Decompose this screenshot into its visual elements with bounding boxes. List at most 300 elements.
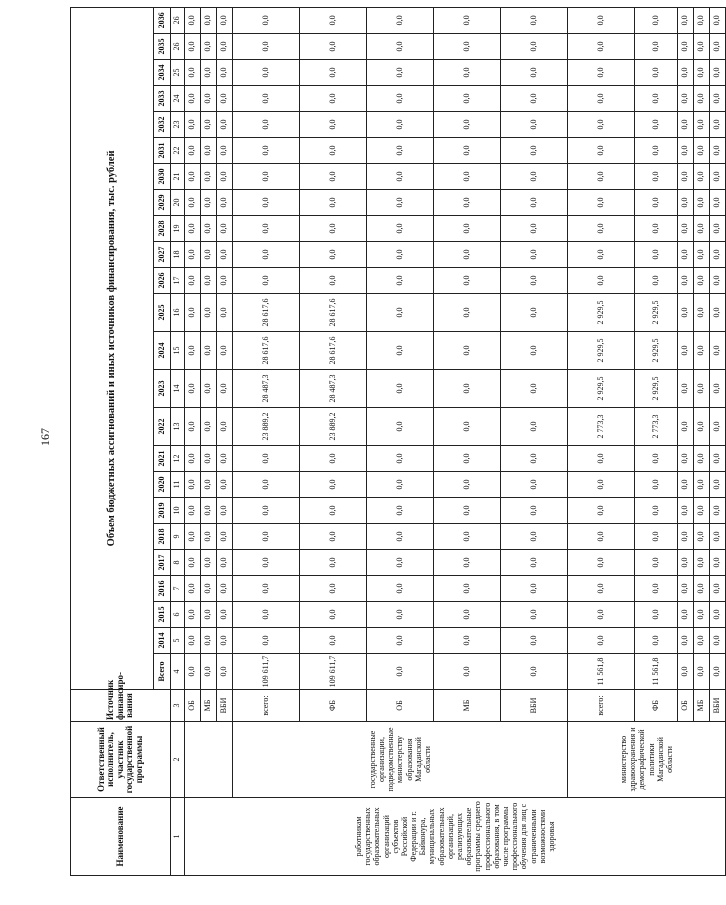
value-cell: 0,0	[201, 34, 217, 60]
value-cell: 28 487,3	[233, 370, 300, 408]
page-number: 167	[38, 428, 52, 446]
value-cell: 0,0	[694, 34, 710, 60]
value-cell: 0,0	[678, 370, 694, 408]
total-cell: 0,0	[678, 654, 694, 690]
value-cell: 0,0	[635, 138, 678, 164]
value-cell: 0,0	[367, 216, 434, 242]
total-cell: 0,0	[201, 654, 217, 690]
value-cell: 0,0	[678, 34, 694, 60]
value-cell: 0,0	[434, 498, 501, 524]
value-cell: 0,0	[434, 164, 501, 190]
value-cell: 0,0	[710, 242, 726, 268]
table-row	[185, 7, 201, 875]
value-cell: 0,0	[568, 446, 635, 472]
value-cell: 0,0	[367, 112, 434, 138]
value-cell: 0,0	[434, 370, 501, 408]
value-cell: 0,0	[678, 86, 694, 112]
value-cell: 0,0	[434, 190, 501, 216]
source-cell: ОБ	[678, 690, 694, 722]
value-cell: 0,0	[217, 7, 233, 33]
column-number: 26	[171, 7, 185, 33]
value-cell: 0,0	[201, 472, 217, 498]
value-cell: 0,0	[501, 86, 568, 112]
total-cell: 0,0	[694, 654, 710, 690]
value-cell: 0,0	[635, 60, 678, 86]
value-cell: 2 773,3	[568, 408, 635, 446]
column-number: 7	[171, 576, 185, 602]
value-cell: 0,0	[300, 498, 367, 524]
value-cell: 0,0	[694, 446, 710, 472]
value-cell: 0,0	[367, 86, 434, 112]
value-cell: 0,0	[300, 190, 367, 216]
value-cell: 0,0	[217, 164, 233, 190]
value-cell: 0,0	[300, 268, 367, 294]
total-cell: 0,0	[217, 654, 233, 690]
value-cell: 0,0	[694, 216, 710, 242]
column-number: 19	[171, 216, 185, 242]
value-cell: 0,0	[568, 602, 635, 628]
value-cell: 0,0	[233, 472, 300, 498]
source-cell: ФБ	[300, 690, 367, 722]
year-header: 2033	[154, 86, 171, 112]
year-header: 2027	[154, 242, 171, 268]
year-header: 2022	[154, 408, 171, 446]
value-cell: 0,0	[501, 7, 568, 33]
value-cell: 0,0	[233, 164, 300, 190]
value-cell: 0,0	[185, 190, 201, 216]
value-cell: 0,0	[694, 332, 710, 370]
value-cell: 28 617,6	[233, 294, 300, 332]
value-cell: 0,0	[635, 446, 678, 472]
value-cell: 0,0	[710, 112, 726, 138]
header-executor: Ответственный исполнитель, участник государственной программы	[71, 722, 171, 798]
value-cell: 0,0	[217, 524, 233, 550]
total-cell: 109 611,7	[233, 654, 300, 690]
table-row	[568, 7, 635, 875]
value-cell: 0,0	[678, 628, 694, 654]
value-cell: 0,0	[185, 628, 201, 654]
value-cell: 0,0	[694, 294, 710, 332]
value-cell: 0,0	[434, 408, 501, 446]
value-cell: 0,0	[710, 34, 726, 60]
value-cell: 0,0	[233, 576, 300, 602]
value-cell: 0,0	[201, 86, 217, 112]
value-cell: 0,0	[185, 138, 201, 164]
year-header: 2031	[154, 138, 171, 164]
value-cell: 0,0	[678, 112, 694, 138]
value-cell: 0,0	[300, 576, 367, 602]
value-cell: 0,0	[367, 370, 434, 408]
source-cell: ФБ	[635, 690, 678, 722]
value-cell: 0,0	[233, 242, 300, 268]
value-cell: 0,0	[300, 7, 367, 33]
column-number: 12	[171, 446, 185, 472]
value-cell: 0,0	[367, 446, 434, 472]
column-number: 20	[171, 190, 185, 216]
value-cell: 0,0	[367, 472, 434, 498]
value-cell: 0,0	[501, 60, 568, 86]
column-number: 1	[171, 798, 185, 876]
year-header: 2015	[154, 602, 171, 628]
source-cell: всего:	[568, 690, 635, 722]
value-cell: 0,0	[185, 86, 201, 112]
source-cell: ОБ	[185, 690, 201, 722]
value-cell: 0,0	[233, 34, 300, 60]
value-cell: 0,0	[217, 190, 233, 216]
value-cell: 0,0	[300, 524, 367, 550]
value-cell: 0,0	[694, 86, 710, 112]
value-cell: 0,0	[501, 216, 568, 242]
value-cell: 2 929,5	[568, 370, 635, 408]
value-cell: 0,0	[434, 332, 501, 370]
year-header: 2014	[154, 628, 171, 654]
value-cell: 0,0	[185, 332, 201, 370]
value-cell: 0,0	[185, 446, 201, 472]
value-cell: 0,0	[367, 498, 434, 524]
value-cell: 0,0	[568, 86, 635, 112]
value-cell: 0,0	[185, 242, 201, 268]
year-header: 2026	[154, 268, 171, 294]
value-cell: 0,0	[300, 34, 367, 60]
total-cell: 0,0	[710, 654, 726, 690]
column-number: 23	[171, 112, 185, 138]
year-header: 2024	[154, 332, 171, 370]
year-header: 2021	[154, 446, 171, 472]
value-cell: 0,0	[678, 216, 694, 242]
value-cell: 0,0	[568, 190, 635, 216]
column-number: 25	[171, 60, 185, 86]
value-cell: 0,0	[217, 498, 233, 524]
value-cell: 0,0	[233, 138, 300, 164]
value-cell: 0,0	[233, 602, 300, 628]
value-cell: 0,0	[367, 60, 434, 86]
value-cell: 0,0	[300, 216, 367, 242]
header-name: Наименование	[71, 798, 171, 876]
value-cell: 0,0	[694, 370, 710, 408]
value-cell: 2 929,5	[568, 332, 635, 370]
value-cell: 0,0	[367, 628, 434, 654]
total-cell: 0,0	[501, 654, 568, 690]
value-cell: 0,0	[201, 524, 217, 550]
value-cell: 0,0	[568, 576, 635, 602]
value-cell: 23 889,2	[300, 408, 367, 446]
financing-table	[70, 7, 726, 876]
value-cell: 0,0	[501, 268, 568, 294]
value-cell: 0,0	[300, 628, 367, 654]
value-cell: 0,0	[434, 576, 501, 602]
value-cell: 0,0	[201, 60, 217, 86]
value-cell: 0,0	[635, 242, 678, 268]
value-cell: 0,0	[568, 138, 635, 164]
year-header: 2019	[154, 498, 171, 524]
value-cell: 0,0	[710, 602, 726, 628]
value-cell: 0,0	[710, 524, 726, 550]
value-cell: 0,0	[367, 268, 434, 294]
value-cell: 0,0	[185, 112, 201, 138]
year-header: 2032	[154, 112, 171, 138]
value-cell: 0,0	[710, 498, 726, 524]
value-cell: 0,0	[694, 408, 710, 446]
value-cell: 0,0	[694, 472, 710, 498]
value-cell: 0,0	[434, 138, 501, 164]
value-cell: 0,0	[635, 7, 678, 33]
year-header: 2018	[154, 524, 171, 550]
value-cell: 0,0	[710, 294, 726, 332]
value-cell: 0,0	[568, 268, 635, 294]
value-cell: 0,0	[694, 498, 710, 524]
value-cell: 0,0	[217, 268, 233, 294]
value-cell: 0,0	[678, 7, 694, 33]
value-cell: 0,0	[710, 628, 726, 654]
value-cell: 0,0	[201, 602, 217, 628]
value-cell: 0,0	[568, 34, 635, 60]
value-cell: 0,0	[501, 408, 568, 446]
value-cell: 0,0	[217, 332, 233, 370]
value-cell: 0,0	[434, 294, 501, 332]
year-header: 2023	[154, 370, 171, 408]
value-cell: 0,0	[678, 550, 694, 576]
value-cell: 0,0	[367, 190, 434, 216]
value-cell: 0,0	[678, 472, 694, 498]
value-cell: 0,0	[185, 602, 201, 628]
value-cell: 0,0	[300, 550, 367, 576]
value-cell: 0,0	[300, 446, 367, 472]
value-cell: 0,0	[694, 164, 710, 190]
value-cell: 0,0	[201, 408, 217, 446]
value-cell: 0,0	[710, 472, 726, 498]
total-cell: 0,0	[434, 654, 501, 690]
value-cell: 0,0	[694, 190, 710, 216]
value-cell: 0,0	[710, 268, 726, 294]
year-header: 2029	[154, 190, 171, 216]
value-cell: 0,0	[217, 112, 233, 138]
value-cell: 0,0	[434, 7, 501, 33]
column-number: 6	[171, 602, 185, 628]
year-header: 2030	[154, 164, 171, 190]
value-cell: 0,0	[185, 268, 201, 294]
value-cell: 0,0	[217, 86, 233, 112]
year-header: 2020	[154, 472, 171, 498]
value-cell: 0,0	[635, 112, 678, 138]
value-cell: 0,0	[678, 408, 694, 446]
column-number: 4	[171, 654, 185, 690]
value-cell: 0,0	[367, 602, 434, 628]
value-cell: 0,0	[635, 164, 678, 190]
value-cell: 0,0	[694, 524, 710, 550]
value-cell: 0,0	[233, 60, 300, 86]
value-cell: 2 929,5	[635, 370, 678, 408]
source-cell: ВБИ	[217, 690, 233, 722]
column-number: 18	[171, 242, 185, 268]
year-header: 2035	[154, 34, 171, 60]
value-cell: 0,0	[635, 524, 678, 550]
year-header: 2017	[154, 550, 171, 576]
value-cell: 0,0	[434, 446, 501, 472]
value-cell: 0,0	[678, 268, 694, 294]
total-cell: 0,0	[185, 654, 201, 690]
value-cell: 0,0	[568, 7, 635, 33]
value-cell: 0,0	[710, 408, 726, 446]
value-cell: 0,0	[233, 268, 300, 294]
value-cell: 0,0	[678, 60, 694, 86]
value-cell: 0,0	[201, 498, 217, 524]
value-cell: 0,0	[434, 34, 501, 60]
value-cell: 0,0	[694, 268, 710, 294]
value-cell: 0,0	[185, 216, 201, 242]
value-cell: 0,0	[568, 60, 635, 86]
value-cell: 0,0	[201, 138, 217, 164]
value-cell: 0,0	[501, 602, 568, 628]
value-cell: 0,0	[501, 446, 568, 472]
total-cell: 109 611,7	[300, 654, 367, 690]
value-cell: 0,0	[635, 628, 678, 654]
value-cell: 0,0	[678, 332, 694, 370]
value-cell: 0,0	[678, 190, 694, 216]
value-cell: 0,0	[233, 190, 300, 216]
column-number: 2	[171, 722, 185, 798]
value-cell: 0,0	[710, 60, 726, 86]
column-number: 13	[171, 408, 185, 446]
value-cell: 0,0	[185, 498, 201, 524]
value-cell: 2 773,3	[635, 408, 678, 446]
value-cell: 0,0	[201, 242, 217, 268]
value-cell: 0,0	[217, 216, 233, 242]
value-cell: 0,0	[367, 408, 434, 446]
value-cell: 0,0	[367, 524, 434, 550]
year-header: 2025	[154, 294, 171, 332]
source-cell: МБ	[201, 690, 217, 722]
value-cell: 0,0	[694, 550, 710, 576]
year-header: 2036	[154, 7, 171, 33]
value-cell: 0,0	[568, 112, 635, 138]
value-cell: 0,0	[300, 472, 367, 498]
value-cell: 0,0	[217, 370, 233, 408]
value-cell: 0,0	[678, 602, 694, 628]
value-cell: 0,0	[185, 164, 201, 190]
value-cell: 0,0	[568, 242, 635, 268]
value-cell: 0,0	[635, 550, 678, 576]
value-cell: 0,0	[300, 86, 367, 112]
source-cell: ОБ	[367, 690, 434, 722]
value-cell: 0,0	[217, 242, 233, 268]
value-cell: 0,0	[568, 628, 635, 654]
value-cell: 0,0	[501, 498, 568, 524]
value-cell: 0,0	[694, 138, 710, 164]
source-cell: ВБИ	[710, 690, 726, 722]
value-cell: 0,0	[635, 472, 678, 498]
value-cell: 0,0	[434, 268, 501, 294]
value-cell: 0,0	[434, 86, 501, 112]
total-cell: 11 561,8	[568, 654, 635, 690]
value-cell: 0,0	[201, 164, 217, 190]
source-cell: всего:	[233, 690, 300, 722]
value-cell: 0,0	[678, 498, 694, 524]
value-cell: 0,0	[185, 294, 201, 332]
value-cell: 0,0	[434, 112, 501, 138]
executor-cell-empty	[185, 722, 233, 798]
value-cell: 0,0	[217, 446, 233, 472]
value-cell: 0,0	[501, 332, 568, 370]
source-cell: МБ	[694, 690, 710, 722]
value-cell: 0,0	[201, 628, 217, 654]
value-cell: 0,0	[710, 190, 726, 216]
value-cell: 28 487,3	[300, 370, 367, 408]
value-cell: 0,0	[201, 294, 217, 332]
value-cell: 0,0	[434, 602, 501, 628]
header-total: Всего	[154, 654, 171, 690]
value-cell: 0,0	[501, 34, 568, 60]
column-number: 15	[171, 332, 185, 370]
value-cell: 0,0	[217, 408, 233, 446]
value-cell: 0,0	[367, 576, 434, 602]
value-cell: 0,0	[635, 576, 678, 602]
value-cell: 0,0	[367, 242, 434, 268]
value-cell: 0,0	[710, 446, 726, 472]
value-cell: 0,0	[201, 7, 217, 33]
value-cell: 0,0	[201, 446, 217, 472]
value-cell: 0,0	[185, 60, 201, 86]
value-cell: 0,0	[635, 86, 678, 112]
value-cell: 0,0	[434, 550, 501, 576]
value-cell: 0,0	[635, 268, 678, 294]
value-cell: 0,0	[710, 370, 726, 408]
value-cell: 0,0	[201, 576, 217, 602]
value-cell: 0,0	[710, 216, 726, 242]
value-cell: 0,0	[185, 550, 201, 576]
value-cell: 0,0	[233, 7, 300, 33]
value-cell: 0,0	[694, 602, 710, 628]
total-cell: 11 561,8	[635, 654, 678, 690]
value-cell: 28 617,6	[300, 332, 367, 370]
column-number: 21	[171, 164, 185, 190]
value-cell: 0,0	[201, 550, 217, 576]
value-cell: 0,0	[367, 138, 434, 164]
value-cell: 0,0	[233, 524, 300, 550]
value-cell: 23 889,2	[233, 408, 300, 446]
value-cell: 0,0	[694, 60, 710, 86]
value-cell: 0,0	[501, 294, 568, 332]
value-cell: 0,0	[501, 550, 568, 576]
value-cell: 0,0	[710, 138, 726, 164]
value-cell: 0,0	[568, 524, 635, 550]
value-cell: 0,0	[678, 524, 694, 550]
column-number: 8	[171, 550, 185, 576]
header-volume: Объем бюджетных ассигнований и иных источников финансирования, тыс. рублей	[71, 7, 154, 689]
value-cell: 0,0	[694, 112, 710, 138]
table-row	[233, 7, 300, 875]
value-cell: 0,0	[201, 370, 217, 408]
value-cell: 0,0	[201, 216, 217, 242]
value-cell: 0,0	[367, 550, 434, 576]
value-cell: 0,0	[501, 370, 568, 408]
value-cell: 0,0	[201, 332, 217, 370]
value-cell: 0,0	[233, 446, 300, 472]
value-cell: 0,0	[678, 576, 694, 602]
value-cell: 0,0	[300, 602, 367, 628]
column-number: 3	[171, 690, 185, 722]
value-cell: 0,0	[434, 242, 501, 268]
value-cell: 0,0	[217, 472, 233, 498]
value-cell: 0,0	[635, 498, 678, 524]
value-cell: 0,0	[185, 370, 201, 408]
value-cell: 0,0	[217, 576, 233, 602]
column-number: 22	[171, 138, 185, 164]
value-cell: 0,0	[185, 408, 201, 446]
value-cell: 0,0	[635, 216, 678, 242]
value-cell: 0,0	[678, 138, 694, 164]
value-cell: 0,0	[501, 576, 568, 602]
column-number: 26	[171, 34, 185, 60]
